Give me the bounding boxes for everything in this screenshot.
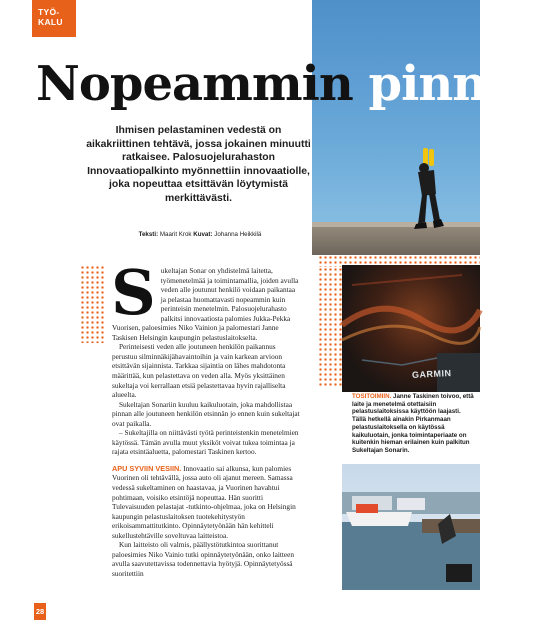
- headline: [36, 58, 550, 110]
- diver-figure: [414, 148, 444, 230]
- photo-brand-label: GARMIN: [411, 367, 452, 381]
- hero-photo-water: [312, 0, 480, 255]
- credits-photo-author: Johanna Heikkilä: [214, 231, 262, 238]
- headline-part1: Nopeammin: [36, 56, 353, 112]
- article-paragraph-1-text: ukeltajan Sonar on yhdistelmä laitetta, työmenetelmää ja toimintamallia, joiden avulla veden alle joutunut henkilö voidaan paikantaa ja pelastaa huomattavasti nopeammin kuin perinteisin menetelmin. Palosuojelurahasto palkitsi innovaatiosta palomies Jukka-Pekka Vuorisen, paloesimies Niko Vainion ja palomestari Janne Taskisen Helsingin kaupungin pelastuslaitokselta.: [112, 266, 299, 342]
- boat-graphic: [342, 464, 480, 590]
- decorative-dots-left: [80, 265, 104, 343]
- rescue-boat-photo: [342, 464, 480, 590]
- lead-paragraph: Ihmisen pelastaminen vedestä on aikakriittinen tehtävä, jossa jokainen minuutti ratkaisee. Palosuojelurahaston Innovaatiopalkinto myönnettiin innovaatiolle, joka nopeuttaa etsittävän löytymistä merkittävästi.: [86, 125, 311, 204]
- section-tab-line2: KALU: [38, 17, 63, 27]
- subheading: APU SYVIIN VESIIN.: [112, 463, 182, 473]
- hero-photo-pier-edge: [312, 222, 480, 227]
- article-paragraph-4: – Sukeltajilla on niittävästi työtä perinteistenkin menetelmien käytössä. Tämän avulla muut yksiköt voivat tukea toimintaa ja rajata etsintäaluetta, palomestari Taskinen kertoo.: [112, 428, 299, 457]
- article-paragraph-2: Perinteisesti veden alle joutuneen henkilön paikannus perustuu silminnäkijähavaintoihin ja vain karkean arvioon etsittävän sijainnista. Tarkkaa sijaintia on lähes mahdotonta määrittää, kun pelastettava on veden alla. Myös yksittäinen sukeltaja voi kerrallaan etsiä pelastettavaa hyvin rajalliselta alueelta.: [112, 342, 286, 400]
- credits-text-label: Teksti:: [138, 231, 159, 238]
- article-paragraph-5: [112, 464, 300, 540]
- caption-text: Janne Taskinen toivoo, että laite ja menetelmä otettaisiin pelastuslaitoksissa käyttöön laajasti. Tällä hetkellä ainakin Pirkanmaan pelastuslaitoksella on käytössä kaikuluotain, jonka toimintaperiaate on kuitenkin hieman erilainen kuin palkitun Sukeltajan Sonarin.: [352, 393, 474, 454]
- decorative-dots-side: [318, 267, 342, 387]
- caption-tag: TOSITOIMIIN.: [352, 393, 392, 400]
- article-paragraph-5-text: Innovaatio sai alkunsa, kun palomies Vuorinen oli tehtävällä, jossa auto oli ajanut mereen. Samassa vedessä sukeltaminen on haastavaa, ja Vuorinen havahtui pohtimaan, voisiko etsintöjä nopeuttaa. Hän suoritti Tulevaisuuden pelastajat -tutkinto-ohjelmaa, joka on Helsingin kaupungin pelastuslaitoksen tuotekehitystyön erikoisammattitutkinto. Opinnäytetyönään hän kehitteli sukellustehtäville soveltuvaa laitteistoa.: [112, 463, 296, 540]
- section-tab: [32, 0, 76, 37]
- article-paragraph-3: Sukeltajan Sonariin kuuluu kaikuluotain, joka mahdollistaa pinnan alle joutuneen henkilön etsinnän jo ennen kuin sukeltajat ovat paikalla.: [112, 399, 300, 428]
- photo-caption: [352, 393, 476, 455]
- credits-photo-label: Kuvat:: [193, 231, 213, 238]
- page-number: 28: [34, 603, 46, 620]
- article-paragraph-6: Kun laitteisto oli valmis, päällystötutkintoa suorittanut paloesimies Niko Vainio tutki opinnäytetyönään, onko laitteen avulla saavutettavissa todennettavia hyötyjä. Opinnäytetyössä suoritettiin: [112, 540, 295, 578]
- article-body: [111, 256, 300, 579]
- article-paragraph-1: [111, 256, 300, 342]
- credits: [100, 231, 300, 238]
- credits-text-author: Maarit Krok: [159, 231, 192, 238]
- headline-part2: pinnan: [368, 56, 550, 112]
- drop-cap: S: [111, 256, 156, 329]
- section-tab-line1: TYÖ-: [38, 7, 60, 17]
